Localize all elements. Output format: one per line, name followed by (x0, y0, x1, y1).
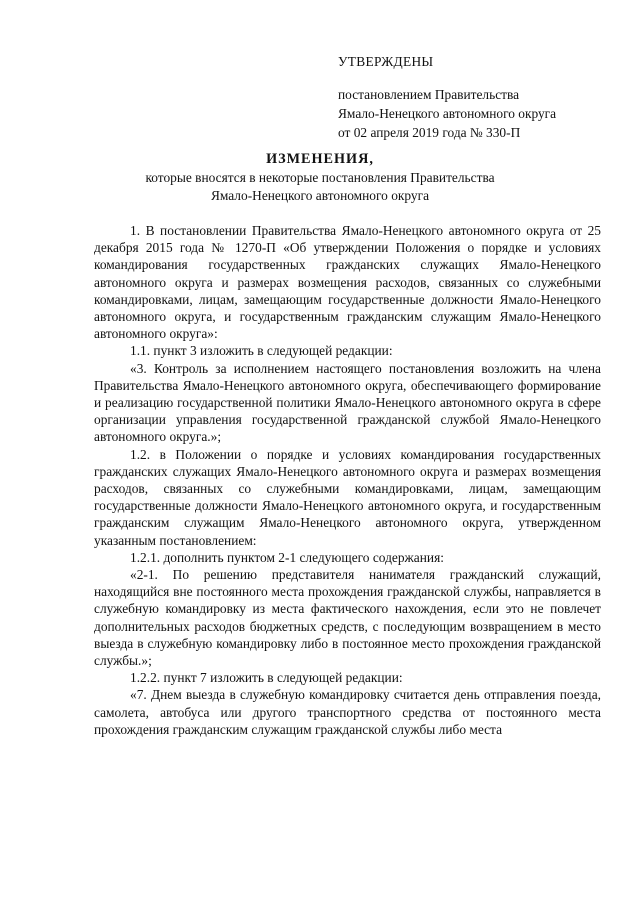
approval-heading: УТВЕРЖДЕНЫ (338, 54, 434, 69)
document-title (0, 150, 640, 205)
paragraph: «2-1. По решению представителя нанимателя гражданский служащий, находящийся вне постоянного места прохождения гражданской службы, направляется в служебную командировку из места фактического нахождения, если это не повлечет дополнительных расходов бюджетных средств, с последующим возвращением в место выезда в служебную командировку либо в постоянное место прохождения гражданской службы.»; (94, 567, 601, 669)
paragraph: «3. Контроль за исполнением настоящего постановления возложить на члена Правительства Ямало-Ненецкого автономного округа, обеспечивающего формирование и реализацию государственной политики Ямало-Ненецкого автономного округа в сфере организации управления государственной гражданской службой Ямало-Ненецкого автономного округа.»; (94, 360, 601, 445)
approval-line: постановлением Правительства (338, 87, 520, 102)
title-subtitle: Ямало-Ненецкого автономного округа (210, 188, 430, 203)
document-body (94, 222, 601, 738)
paragraph: 1.2. в Положении о порядке и условиях командирования государственных гражданских служащих Ямало-Ненецкого автономного округа и размерах возмещения расходов, связанных со служебными командировками, лицам, замещающим государственные должности Ямало-Ненецкого автономного округа, и государственным гражданским служащим Ямало-Ненецкого автономного округа, утвержденном указанным постановлением: (94, 446, 601, 548)
title-subtitle: которые вносятся в некоторые постановления Правительства (145, 170, 495, 185)
title-main: ИЗМЕНЕНИЯ, (266, 151, 374, 167)
paragraph: 1. В постановлении Правительства Ямало-Ненецкого автономного округа от 25 декабря 2015 года № 1270-П «Об утверждении Положения о порядке и условиях командирования государственных гражданских служащих Ямало-Ненецкого автономного округа и размерах возмещения расходов, связанных со служебными командировками, лицам, замещающим государственные должности Ямало-Ненецкого автономного округа, и государственным гражданским служащим Ямало-Ненецкого автономного округа»: (94, 223, 601, 342)
paragraph: 1.2.2. пункт 7 изложить в следующей редакции: (130, 670, 403, 686)
paragraph: 1.2.1. дополнить пунктом 2-1 следующего содержания: (130, 549, 444, 565)
approval-line: Ямало-Ненецкого автономного округа (338, 106, 557, 121)
paragraph: «7. Днем выезда в служебную командировку считается день отправления поезда, самолета, автобуса или другого транспортного средства от постоянного места прохождения гражданским служащим гражданской службы либо места (94, 687, 601, 737)
approval-line: от 02 апреля 2019 года № 330-П (338, 125, 521, 140)
approval-block (338, 52, 556, 142)
paragraph: 1.1. пункт 3 изложить в следующей редакции: (130, 343, 393, 359)
